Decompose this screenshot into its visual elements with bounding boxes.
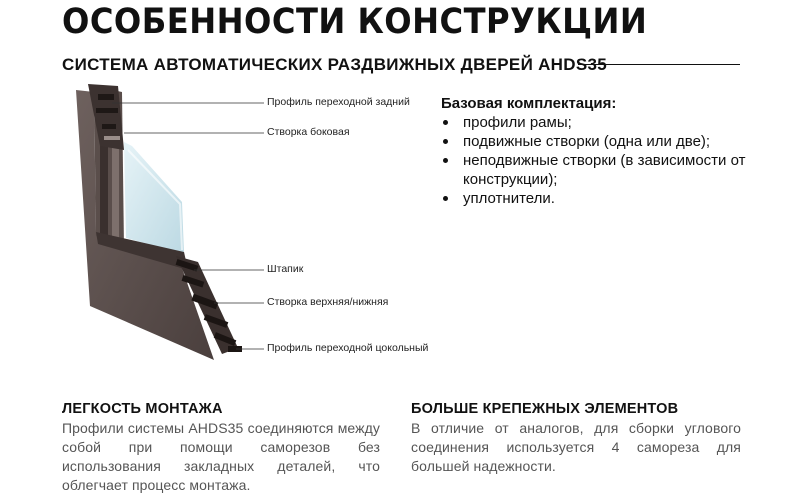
page-subtitle: СИСТЕМА АВТОМАТИЧЕСКИХ РАЗДВИЖНЫХ ДВЕРЕЙ AHDS35 — [62, 55, 607, 74]
mounting-heading: ЛЕГКОСТЬ МОНТАЖА — [62, 401, 223, 417]
fasteners-section — [411, 401, 741, 476]
mounting-text: Профили системы AHDS35 соединяются между собой при помощи саморезов без использования закладных деталей, что облегчает процесс монтажа. — [62, 420, 380, 493]
fasteners-heading: БОЛЬШЕ КРЕПЕЖНЫХ ЭЛЕМЕНТОВ — [411, 401, 679, 417]
callout-side-sash: Створка боковая — [267, 126, 350, 138]
list-item: подвижные створки (одна или две); — [441, 132, 781, 151]
callout-glazing-bead: Штапик — [267, 263, 304, 275]
base-equipment — [441, 94, 781, 208]
mounting-section — [62, 401, 380, 495]
subtitle-rule — [578, 64, 740, 65]
base-equipment-title: Базовая комплектация: — [441, 95, 617, 112]
profile-cross-section-illustration — [0, 0, 440, 380]
callout-rear-transition-profile: Профиль переходной задний — [267, 96, 410, 108]
callout-plinth-transition-profile: Профиль переходной цокольный — [267, 342, 429, 354]
list-item: профили рамы; — [441, 113, 781, 132]
page-title: ОСОБЕННОСТИ КОНСТРУКЦИИ — [62, 2, 648, 42]
list-item: уплотнители. — [441, 189, 781, 208]
fasteners-text: В отличие от аналогов, для сборки углового соединения используется 4 самореза для большей надежности. — [411, 420, 741, 474]
base-equipment-list — [441, 113, 781, 208]
list-item: неподвижные створки (в зависимости от конструкции); — [441, 151, 781, 189]
callout-top-bottom-sash: Створка верхняя/нижняя — [267, 296, 389, 308]
